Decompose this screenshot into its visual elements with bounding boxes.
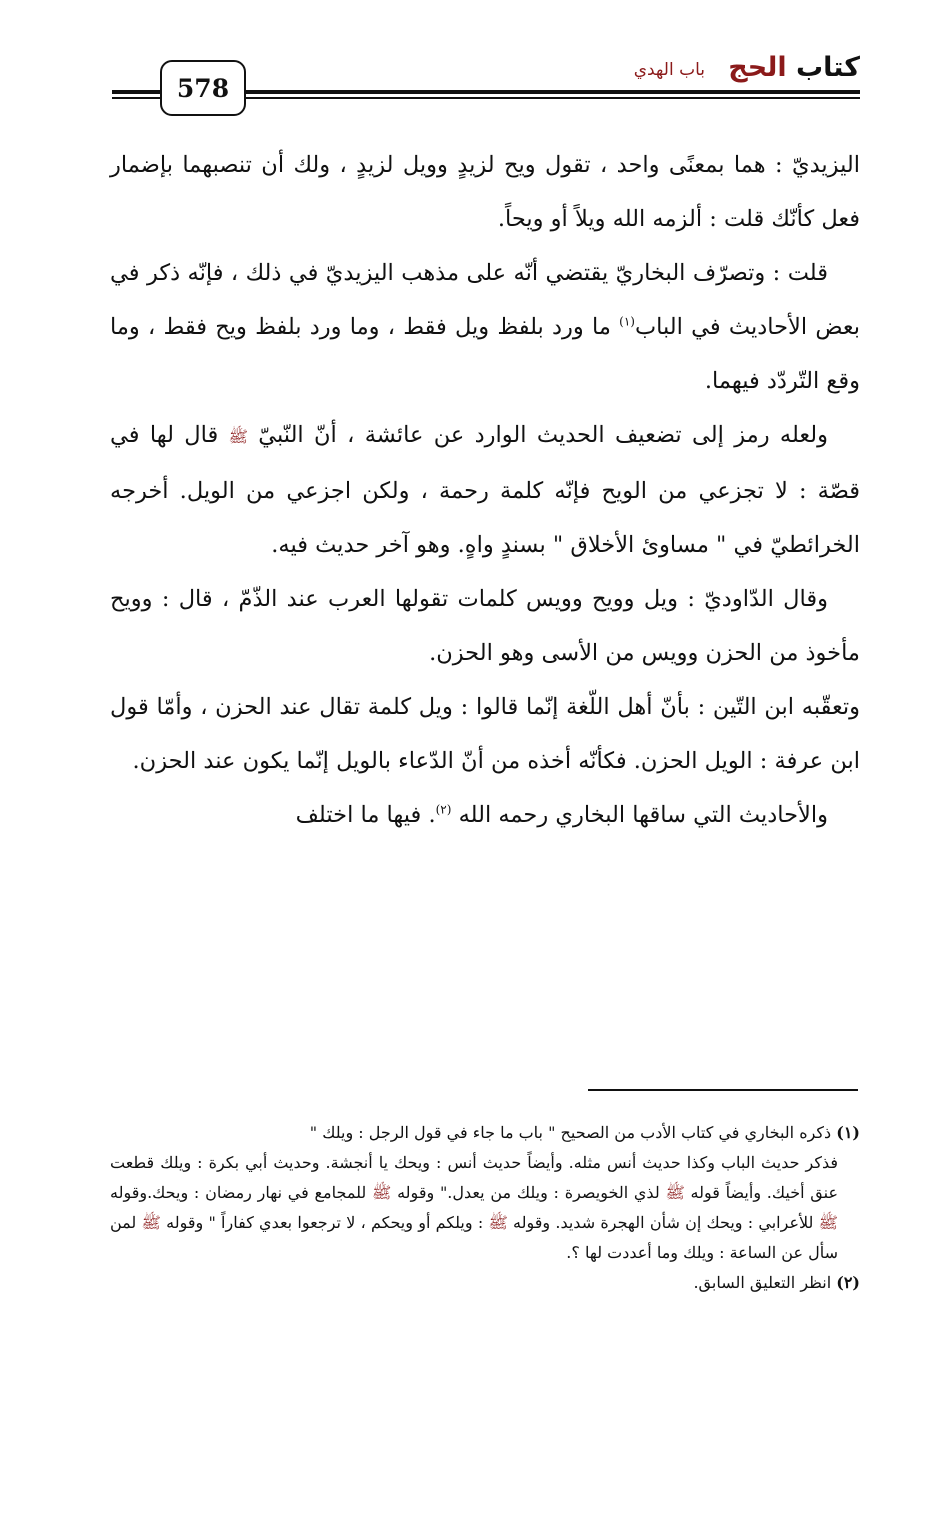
footnotes <box>110 1118 860 1298</box>
paragraph-4: وقال الدّاوديّ : ويل وويح وويس كلمات تقولها العرب عند الذّمّ ، قال : وويح مأخوذ من الحزن وويس من الأسى وهو الحزن. <box>110 586 860 666</box>
footnote-2-text: انظر التعليق السابق. <box>693 1273 837 1292</box>
footnote-1-number: (١) <box>836 1123 860 1142</box>
paragraph-6 <box>110 788 860 842</box>
page-number: 578 <box>160 60 246 116</box>
paragraph-1: اليزيديّ : هما بمعنًى واحد ، تقول ويح لزيدٍ وويل لزيدٍ ، ولك أن تنصبهما بإضمار فعل كأنّك قلت : ألزمه الله ويلاً أو ويحاً. <box>110 152 860 232</box>
footnote-1-text-b: فذكر حديث الباب وكذا حديث أنس مثله. وأيضاً حديث أنس : ويحك يا أنجشة. وحديث أبي بكرة : ويلك قطعت عنق أخيك. وأيضاً قوله <box>110 1153 839 1202</box>
paragraph-3-text-a: ولعله رمز إلى تضعيف الحديث الوارد عن عائشة ، أنّ النّبيّ <box>247 422 828 448</box>
main-text <box>110 138 860 842</box>
footnote-separator <box>588 1089 858 1091</box>
footnote-1-text-f: : ويلكم أو ويحكم ، لا ترجعوا بعدي كفاراً " وقوله <box>160 1213 489 1232</box>
salutation-glyph: ﷺ <box>818 1213 838 1232</box>
paragraph-2-text-a: قلت : وتصرّف البخاريّ يقتضي أنّه على مذهب اليزيديّ في ذلك ، فإنّه ذكر في بعض الأحاديث في الباب <box>110 260 860 340</box>
footnote-1-text-g: لمن سأل عن الساعة : ويلك وما أعددت لها ؟. <box>110 1213 838 1262</box>
footnote-1-text-d: للمجامع في نهار رمضان : ويحك.وقوله <box>110 1183 373 1202</box>
book-title-prefix: كتاب <box>786 52 860 83</box>
salutation-glyph: ﷺ <box>372 1183 392 1202</box>
paragraph-6-text-b: . فيها ما اختلف <box>295 802 436 828</box>
salutation-glyph: ﷺ <box>665 1183 685 1202</box>
book-title <box>728 52 860 83</box>
salutation-glyph: ﷺ <box>228 427 248 446</box>
book-title-accent: الحج <box>728 52 787 83</box>
paragraph-3 <box>110 408 860 572</box>
paragraph-3-text-b: قال لها في قصّة : لا تجزعي من الويح فإنّه كلمة رحمة ، ولكن اجزعي من الويل. أخرجه الخرائطيّ في " مساوئ الأخلاق " بسندٍ واهٍ. وهو آخر حديث فيه. <box>110 422 860 558</box>
footnote-ref-1[interactable]: (١) <box>619 314 635 329</box>
footnote-1-body <box>110 1148 860 1268</box>
footnote-2-number: (٢) <box>836 1273 860 1292</box>
paragraph-6-text-a: والأحاديث التي ساقها البخاري رحمه الله <box>458 802 828 828</box>
footnote-1-text-e: للأعرابي : ويحك إن شأن الهجرة شديد. وقوله <box>507 1213 819 1232</box>
footnote-1-text-a: ذكره البخاري في كتاب الأدب من الصحيح " باب ما جاء في قول الرجل : ويلك " <box>309 1123 837 1142</box>
footnote-ref-2[interactable]: (٢) <box>435 802 452 817</box>
paragraph-5: وتعقّبه ابن التّين : بأنّ أهل اللّغة إنّما قالوا : ويل كلمة تقال عند الحزن ، وأمّا قول ابن عرفة : الويل الحزن. فكأنّه أخذه من أنّ الدّعاء بالويل إنّما يكون عند الحزن. <box>110 694 860 774</box>
salutation-glyph: ﷺ <box>141 1213 161 1232</box>
chapter-title: باب الهدي <box>633 60 705 80</box>
paragraph-2-text-b: ما ورد بلفظ ويل فقط ، وما ورد بلفظ ويح فقط ، وما وقع التّردّد فيهما. <box>110 314 860 394</box>
paragraph-2 <box>110 246 860 408</box>
footnote-2 <box>110 1268 860 1298</box>
page-header <box>0 0 945 130</box>
footnote-1-line-1 <box>110 1118 860 1148</box>
salutation-glyph: ﷺ <box>488 1213 508 1232</box>
footnote-1-text-c: لذي الخويصرة : ويلك من يعدل." وقوله <box>391 1183 666 1202</box>
